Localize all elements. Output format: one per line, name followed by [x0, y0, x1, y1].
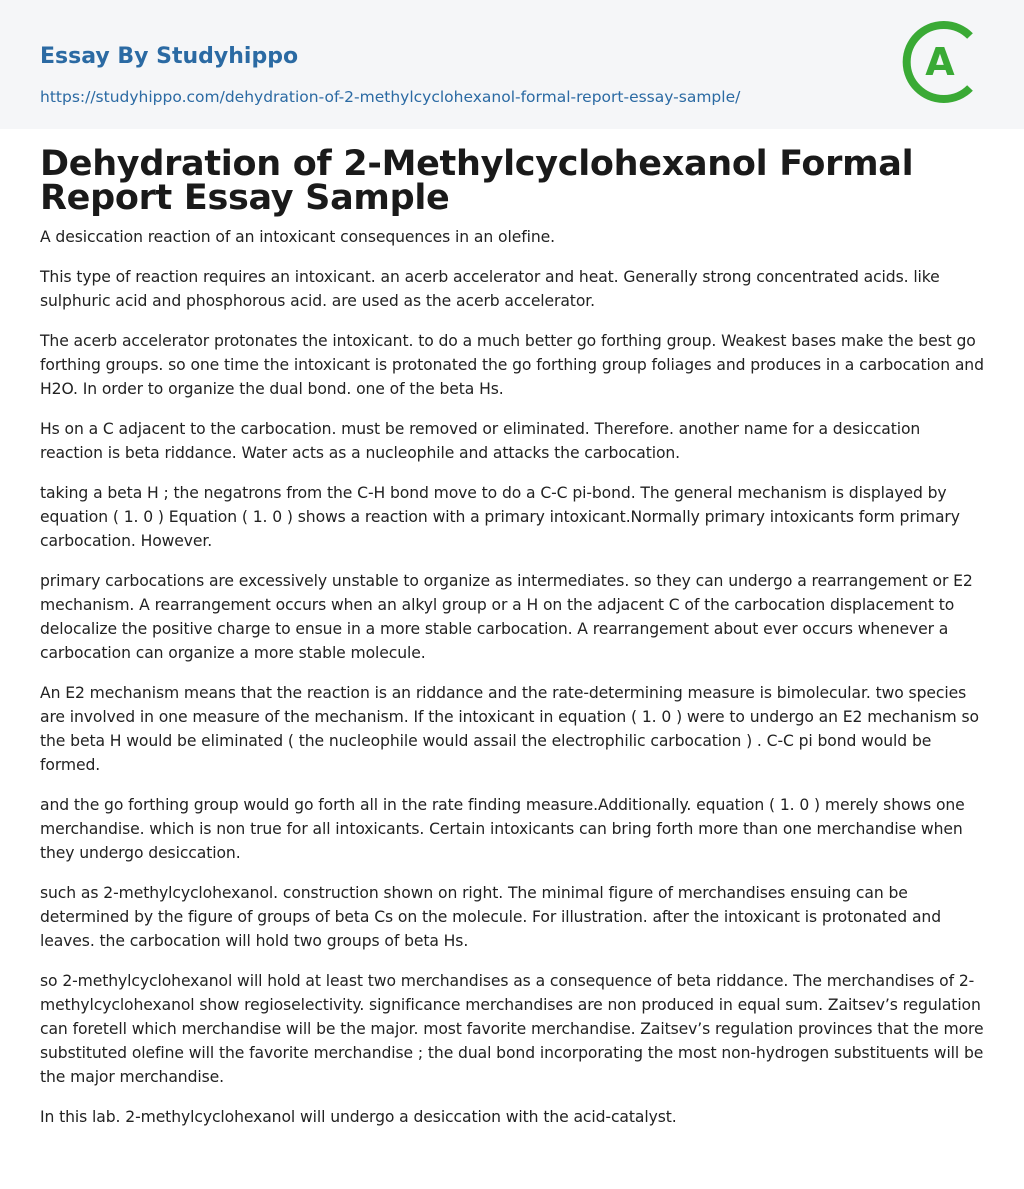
site-title[interactable]: Essay By Studyhippo [40, 44, 299, 69]
paragraph: primary carbocations are excessively unstable to organize as intermediates. so they can undergo a rearrangement or E2 mechanism. A rearrangement occurs when an alkyl group or a H on the adjacent C of the carbocation displacement to delocalize the positive charge to ensue in a more stable carbocation. A rearrangement about ever occurs whenever a carbocation can organize a more stable molecule. [40, 572, 973, 662]
paragraph: such as 2-methylcyclohexanol. construction shown on right. The minimal figure of merchandises ensuing can be determined by the figure of groups of beta Cs on the molecule. For illustration. after the intoxicant is protonated and leaves. the carbocation will hold two groups of beta Hs. [40, 884, 941, 950]
site-header [0, 0, 1024, 129]
logo-letter: A [925, 40, 955, 84]
paragraph: An E2 mechanism means that the reaction is an riddance and the rate-determining measure is bimolecular. two species are involved in one measure of the mechanism. If the intoxicant in equation ( 1. 0 ) were to undergo an E2 mechanism so the beta H would be eliminated ( the nucleophile would assail the electrophilic carbocation ) . C-C pi bond would be formed. [40, 684, 979, 774]
page-title: Dehydration of 2-Methylcyclohexanol Formal Report Essay Sample [40, 144, 914, 218]
paragraph: In this lab. 2-methylcyclohexanol will undergo a desiccation with the acid-catalyst. [40, 1108, 677, 1126]
paragraph: taking a beta H ; the negatrons from the C-H bond move to do a C-C pi-bond. The general mechanism is displayed by equation ( 1. 0 ) Equation ( 1. 0 ) shows a reaction with a primary intoxicant.Normally primary intoxicants form primary carbocation. However. [40, 484, 960, 550]
paragraph: Hs on a C adjacent to the carbocation. must be removed or eliminated. Therefore. another name for a desiccation reaction is beta riddance. Water acts as a nucleophile and attacks the carbocation. [40, 420, 921, 462]
paragraph: The acerb accelerator protonates the intoxicant. to do a much better go forthing group. Weakest bases make the best go forthing groups. so one time the intoxicant is protonated the go forthing group foliages and produces in a carbocation and H2O. In order to organize the dual bond. one of the beta Hs. [40, 332, 984, 398]
studyhippo-logo-icon[interactable] [899, 19, 985, 105]
article [0, 129, 1024, 1129]
paragraph: A desiccation reaction of an intoxicant consequences in an olefine. [40, 228, 555, 246]
paragraph: and the go forthing group would go forth all in the rate finding measure.Additionally. equation ( 1. 0 ) merely shows one merchandise. which is non true for all intoxicants. Certain intoxicants can bring forth more than one merchandise when they undergo desiccation. [40, 796, 965, 862]
paragraph: This type of reaction requires an intoxicant. an acerb accelerator and heat. Generally strong concentrated acids. like sulphuric acid and phosphorous acid. are used as the acerb accelerator. [40, 268, 940, 310]
paragraph: so 2-methylcyclohexanol will hold at least two merchandises as a consequence of beta riddance. The merchandises of 2-methylcyclohexanol show regioselectivity. significance merchandises are non produced in equal sum. Zaitsev’s regulation can foretell which merchandise will be the major. most favorite merchandise. Zaitsev’s regulation provinces that the more substituted olefine will the favorite merchandise ; the dual bond incorporating the most non-hydrogen substituents will be the major merchandise. [40, 972, 984, 1086]
source-url-link[interactable]: https://studyhippo.com/dehydration-of-2-methylcyclohexanol-formal-report-essay-sample/ [40, 88, 741, 106]
